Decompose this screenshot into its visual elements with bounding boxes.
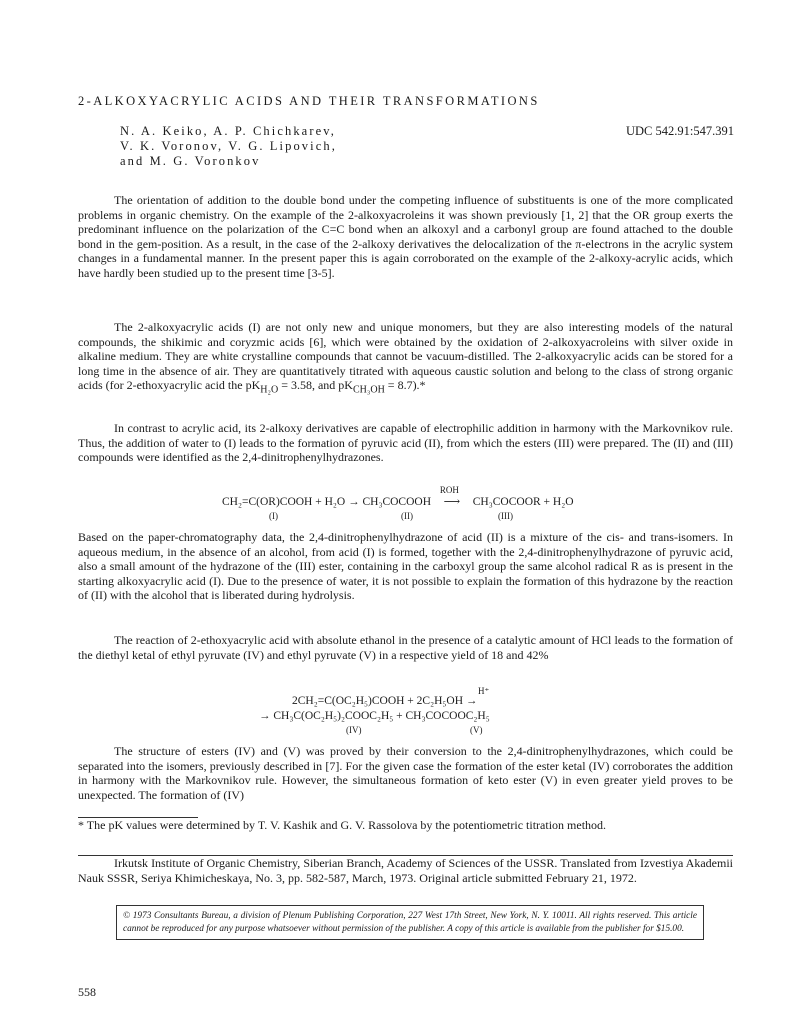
affiliation-block <box>78 856 733 885</box>
pk-subscript-methanol: CH₃OH <box>352 384 385 396</box>
pk-text-b: = 3.58, and pK <box>278 378 353 393</box>
paragraph-text: The reaction of 2-ethoxyacrylic acid with absolute ethanol in the presence of a catalytic amount of HCl leads to the formation of the diethyl ketal of ethyl pyruvate (IV) and ethyl pyruvate (V) in a respective yield of 18 and 42% <box>78 633 733 662</box>
affiliation-text: Irkutsk Institute of Organic Chemistry, Siberian Branch, Academy of Sciences of the USSR. Translated from Izvestiya Akademii Nauk SSSR, Seriya Khimicheskaya, No. 3, pp. 582-587, March, 1973. Original article submitted February 21, 1972. <box>78 856 733 885</box>
pk-text-c: = 8.7).* <box>384 378 426 393</box>
author-line: V. K. Voronov, V. G. Lipovich, <box>120 139 337 153</box>
paragraph-3 <box>78 421 733 465</box>
page-number: 558 <box>78 985 96 999</box>
article-title: 2-ALKOXYACRYLIC ACIDS AND THEIR TRANSFORMATIONS <box>78 94 540 108</box>
equation-1 <box>222 485 574 508</box>
footnote: * The pK values were determined by T. V. Kashik and G. V. Rassolova by the potentiometric titration method. <box>78 818 607 832</box>
equation-1-left: CH₂=C(OR)COOH + H₂O → CH₃COCOOH <box>222 496 432 508</box>
paragraph-1 <box>78 193 733 281</box>
equation-1-reagent: ROH <box>439 485 459 495</box>
pk-text-a: (for 2-ethoxyacrylic acid the pK <box>105 378 261 393</box>
udc-code: UDC 542.91:547.391 <box>626 124 734 138</box>
equation-1-right: CH₃COCOOR + H₂O <box>472 496 574 508</box>
paragraph-text: Based on the paper-chromatography data, the 2,4-dinitrophenylhydrazone of acid (II) is a mixture of the cis- and trans-isomers. In aqueous medium, in the absence of an alcohol, from acid (I) is formed, together with the 2,4-dinitrophenylhydrazone of pyruvic acid, also a small amount of the hydrazone of the (III) ester, containing in the carboxyl group the same alcohol radical R as is present in the starting alkoxyacrylic acid (I). Due to the presence of water, it is not possible to explain the formation of this hydrazone by the reaction of (II) with the alcohol that is liberated during hydrolysis. <box>78 530 733 603</box>
paragraph-text: In contrast to acrylic acid, its 2-alkoxy derivatives are capable of electrophilic addition in harmony with the Markovnikov rule. Thus, the addition of water to (I) leads to the formation of pyruvic acid (II), from which the esters (III) were prepared. The (II) and (III) compounds were identified as the 2,4-dinitrophenylhydrazones. <box>78 421 733 465</box>
paragraph-6 <box>78 744 733 802</box>
equation-1-arrow: ROH ⟶ <box>439 485 461 508</box>
compound-label: (I) <box>269 511 278 521</box>
paragraph-5 <box>78 633 733 662</box>
paragraph-text: The structure of esters (IV) and (V) was proved by their conversion to the 2,4-dinitrophenylhydrazones, which could be separated into the isomers, previously described in [7]. For the given case the formation of the ester ketal (IV) corroborates the addition in harmony with the Markovnikov rule. However, the simultaneous formation of keto ester (V) in even greater yield proves to be unexpected. The formation of (IV) <box>78 744 733 802</box>
author-list <box>120 124 337 169</box>
paragraph-text <box>78 320 733 398</box>
paragraph-text: The orientation of addition to the double bond under the competing influence of substituents is one of the more complicated problems in organic chemistry. On the example of the 2-alkoxyacroleins it was shown previously [1, 2] that the OR group exerts the predominant influence on the polarization of the C=C bond when an alkoxyl and a carbonyl group are found attached to the double bond in the gem-position. As a result, in the case of the 2-alkoxy derivatives the delocalization of the π-electrons in the acrylic system changes in a fundamental manner. In the present paper this is again corroborated on the example of the 2-alkoxy-acrylic acids, which have hardly been studied up to the present time [3-5]. <box>78 193 733 280</box>
pk-subscript-water: H₂O <box>260 384 279 396</box>
paragraph-4 <box>78 530 733 603</box>
equation-2-catalyst: H⁺ <box>478 686 490 696</box>
compound-label: (II) <box>401 511 413 521</box>
author-line: N. A. Keiko, A. P. Chichkarev, <box>120 124 336 138</box>
equation-2-line-1: 2CH₂=C(OC₂H₅)COOH + 2C₂H₅OH → <box>292 695 478 707</box>
author-line: and M. G. Voronkov <box>120 154 261 168</box>
compound-label: (III) <box>498 511 513 521</box>
copyright-box: © 1973 Consultants Bureau, a division of Plenum Publishing Corporation, 227 West 17th Street, New York, N. Y. 10011. All rights reserved. This article cannot be reproduced for any purpose whatsoever without permission of the publisher. A copy of this article is available from the publisher for $15.00. <box>116 905 704 940</box>
equation-2-line-2: → CH₃C(OC₂H₅)₂COOC₂H₅ + CH₃COCOOC₂H₅ <box>259 710 490 722</box>
compound-label: (IV) <box>346 725 362 735</box>
paragraph-2 <box>78 320 733 398</box>
compound-label: (V) <box>470 725 483 735</box>
paragraph-text-main: The 2-alkoxyacrylic acids (I) are not only new and unique monomers, but they are also interesting models of the natural compounds, the shikimic and coryzmic acids [6], which were obtained by the oxidation of 2-alkoxyacroleins with silver oxide in alkaline medium. They are white crystalline compounds that cannot be vacuum-distilled. The 2-alkoxyacrylic acids can be stored for a long time in the absence of air. They are quantitatively titrated with aqueous caustic solution and belong to the class of strong organic acids <box>78 320 733 393</box>
